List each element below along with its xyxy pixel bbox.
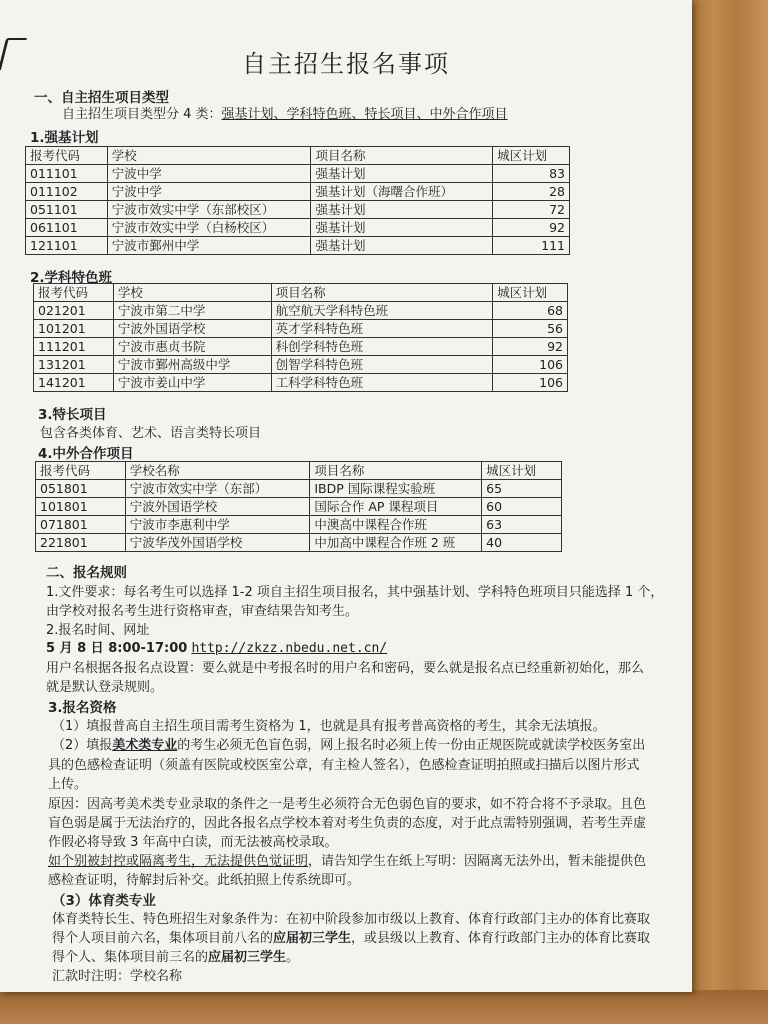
project-cell: 强基计划 <box>311 201 493 219</box>
project-cell: 英才学科特色班 <box>271 320 492 338</box>
project-cell: 中加高中课程合作班 2 班 <box>310 534 482 552</box>
account-line-2: 就是默认登录规则。 <box>46 680 164 695</box>
item2-prefix: （2）填报 <box>52 738 113 753</box>
quota-cell: 63 <box>482 516 562 534</box>
sport-line-3-b: 。 <box>286 950 300 965</box>
qiangji-table <box>25 146 570 255</box>
code-cell: 021201 <box>34 302 114 320</box>
tese-heading: 2.学科特色班 <box>30 270 113 286</box>
header-cell: 项目名称 <box>311 147 493 165</box>
zhongwai-table <box>35 461 562 552</box>
sport-line-2-bold: 应届初三学生 <box>273 931 352 946</box>
school-cell: 宁波市惠贞书院 <box>113 338 271 356</box>
header-cell: 报考代码 <box>34 284 114 302</box>
reason-line-3: 作假必将导致 3 年高中白读，而无法被高校录取。 <box>48 835 338 850</box>
quarantine-line-1 <box>48 852 646 872</box>
quota-cell: 68 <box>493 302 568 320</box>
code-cell: 061101 <box>26 219 108 237</box>
code-cell: 221801 <box>36 534 126 552</box>
section-3-heading: 3.报名资格 <box>48 700 117 716</box>
table-row <box>34 302 568 320</box>
sport-line-2-a: 得个人项目前六名，集体项目前八名的 <box>52 931 274 946</box>
sport-line-1: 体育类特长生、特色班招生对象条件为：在初中阶段参加市级以上教育、体育行政部门主办的体育比赛取 <box>52 912 651 927</box>
table-row <box>34 374 568 392</box>
quarantine-rest: ，请告知学生在纸上写明：因隔离无法外出，暂未能提供色 <box>308 854 647 869</box>
registration-time: 5 月 8 日 8:00-17:00 <box>46 641 188 656</box>
code-cell: 011102 <box>26 183 108 201</box>
quota-cell: 92 <box>493 219 570 237</box>
art-major-label: 美术类专业 <box>112 738 178 753</box>
school-cell: 宁波市效实中学（东部） <box>125 480 310 498</box>
header-cell: 学校名称 <box>125 462 310 480</box>
sport-line-3-bold: 应届初三学生 <box>208 950 287 965</box>
project-cell: 航空航天学科特色班 <box>271 302 492 320</box>
code-cell: 131201 <box>34 356 114 374</box>
page-title: 自主招生报名事项 <box>242 50 450 78</box>
rule-1-line-2: 由学校对报名考生进行资格审查，审查结果告知考生。 <box>46 604 359 619</box>
header-cell: 城区计划 <box>493 284 568 302</box>
project-cell: 创智学科特色班 <box>271 356 492 374</box>
project-cell: 工科学科特色班 <box>271 374 492 392</box>
quarantine-underlined: 如个别被封控或隔离考生，无法提供色觉证明 <box>48 854 309 869</box>
project-cell: 强基计划 <box>311 219 493 237</box>
code-cell: 071801 <box>36 516 126 534</box>
registration-url-link[interactable]: http://zkzz.nbedu.net.cn/ <box>191 641 388 656</box>
table-row <box>26 165 570 183</box>
school-cell: 宁波市效实中学（东部校区） <box>107 201 311 219</box>
techang-text: 包含各类体育、艺术、语言类特长项目 <box>40 426 262 441</box>
quota-cell: 40 <box>482 534 562 552</box>
quarantine-line-2: 感检查证明，待解封后补交。此纸拍照上传系统即可。 <box>48 873 361 888</box>
school-cell: 宁波外国语学校 <box>125 498 310 516</box>
section-1-intro <box>62 105 508 125</box>
code-cell: 051801 <box>36 480 126 498</box>
sport-line-2-b: ，或县级以上教育、体育行政部门主办的体育比赛取 <box>351 931 651 946</box>
table-row <box>34 338 568 356</box>
project-cell: 强基计划 <box>311 165 493 183</box>
sport-line-3 <box>52 948 299 968</box>
school-cell: 宁波华茂外国语学校 <box>125 534 310 552</box>
code-cell: 101801 <box>36 498 126 516</box>
qiangji-heading: 1.强基计划 <box>30 130 99 146</box>
reason-line-1: 原因：因高考美术类专业录取的条件之一是考生必须符合无色弱色盲的要求，如不符合将不予录取。且色 <box>48 797 647 812</box>
wooden-desk-bottom <box>0 990 768 1024</box>
quota-cell: 56 <box>493 320 568 338</box>
wooden-desk-right <box>690 0 768 1024</box>
code-cell: 121101 <box>26 237 108 255</box>
table-header-row <box>36 462 562 480</box>
table-row <box>26 237 570 255</box>
quota-cell: 106 <box>493 374 568 392</box>
remittance-note: 汇款时注明：学校名称 <box>52 969 183 984</box>
header-cell: 项目名称 <box>310 462 482 480</box>
table-row <box>36 480 562 498</box>
table-row <box>36 516 562 534</box>
section-1-heading: 一、自主招生项目类型 <box>34 90 169 106</box>
section-2-heading: 二、报名规则 <box>46 565 127 581</box>
code-cell: 141201 <box>34 374 114 392</box>
table-header-row <box>26 147 570 165</box>
project-cell: IBDP 国际课程实验班 <box>310 480 482 498</box>
table-header-row <box>34 284 568 302</box>
school-cell: 宁波市第二中学 <box>113 302 271 320</box>
account-line-1: 用户名根据各报名点设置：要么就是中考报名时的用户名和密码，要么就是报名点已经重新初始化，那么 <box>46 661 645 676</box>
school-cell: 宁波市效实中学（白杨校区） <box>107 219 311 237</box>
eligibility-item-3: （3）体育类专业 <box>52 893 156 909</box>
school-cell: 宁波市鄞州中学 <box>107 237 311 255</box>
school-cell: 宁波中学 <box>107 183 311 201</box>
tese-table <box>33 283 568 392</box>
table-row <box>26 201 570 219</box>
item2-rest: 的考生必须无色盲色弱，网上报名时必须上传一份由正规医院或就读学校医务室出 <box>177 738 646 753</box>
header-cell: 城区计划 <box>493 147 570 165</box>
project-cell: 科创学科特色班 <box>271 338 492 356</box>
school-cell: 宁波市姜山中学 <box>113 374 271 392</box>
school-cell: 宁波外国语学校 <box>113 320 271 338</box>
code-cell: 011101 <box>26 165 108 183</box>
header-cell: 项目名称 <box>271 284 492 302</box>
school-cell: 宁波中学 <box>107 165 311 183</box>
quota-cell: 60 <box>482 498 562 516</box>
header-cell: 学校 <box>107 147 311 165</box>
quota-cell: 65 <box>482 480 562 498</box>
quota-cell: 92 <box>493 338 568 356</box>
project-cell: 强基计划 <box>311 237 493 255</box>
zhongwai-heading: 4.中外合作项目 <box>38 446 134 462</box>
quota-cell: 83 <box>493 165 570 183</box>
project-cell: 中澳高中课程合作班 <box>310 516 482 534</box>
eligibility-item-1: （1）填报普高自主招生项目需考生资格为 1，也就是具有报考普高资格的考生，其余无法填报。 <box>52 719 606 734</box>
intro-types: 强基计划、学科特色班、特长项目、中外合作项目 <box>221 107 508 122</box>
table-row <box>26 183 570 201</box>
reason-line-2: 盲色弱是属于无法治疗的，因此各报名点学校本着对考生负责的态度，对于此点需特别强调，若考生弄虚 <box>48 816 647 831</box>
sport-line-3-a: 得个人、集体项目前三名的 <box>52 950 209 965</box>
techang-heading: 3.特长项目 <box>38 407 107 423</box>
header-cell: 报考代码 <box>36 462 126 480</box>
code-cell: 051101 <box>26 201 108 219</box>
table-row <box>34 356 568 374</box>
rule-2: 2.报名时间、网址 <box>46 623 150 638</box>
header-cell: 城区计划 <box>482 462 562 480</box>
table-row <box>36 534 562 552</box>
eligibility-item-2-line-1 <box>52 736 645 756</box>
code-cell: 111201 <box>34 338 114 356</box>
project-cell: 国际合作 AP 课程项目 <box>310 498 482 516</box>
quota-cell: 106 <box>493 356 568 374</box>
registration-time-line <box>46 639 387 659</box>
quota-cell: 28 <box>493 183 570 201</box>
header-cell: 报考代码 <box>26 147 108 165</box>
intro-prefix: 自主招生项目类型分 4 类： <box>62 107 222 122</box>
code-cell: 101201 <box>34 320 114 338</box>
table-row <box>26 219 570 237</box>
table-row <box>34 320 568 338</box>
school-cell: 宁波市鄞州高级中学 <box>113 356 271 374</box>
sport-line-2 <box>52 929 650 949</box>
quota-cell: 111 <box>493 237 570 255</box>
school-cell: 宁波市李惠利中学 <box>125 516 310 534</box>
table-row <box>36 498 562 516</box>
eligibility-item-2-line-3: 上传。 <box>48 777 88 792</box>
quota-cell: 72 <box>493 201 570 219</box>
eligibility-item-2-line-2: 具的色感检查证明（须盖有医院或校医室公章，有主检人签名），色感检查证明拍照或扫描后以图片形式 <box>48 758 640 773</box>
header-cell: 学校 <box>113 284 271 302</box>
rule-1-line-1: 1.文件要求：每名考生可以选择 1-2 项自主招生项目报名，其中强基计划、学科特色班项目只能选择 1 个， <box>46 585 664 600</box>
project-cell: 强基计划（海曙合作班） <box>311 183 493 201</box>
